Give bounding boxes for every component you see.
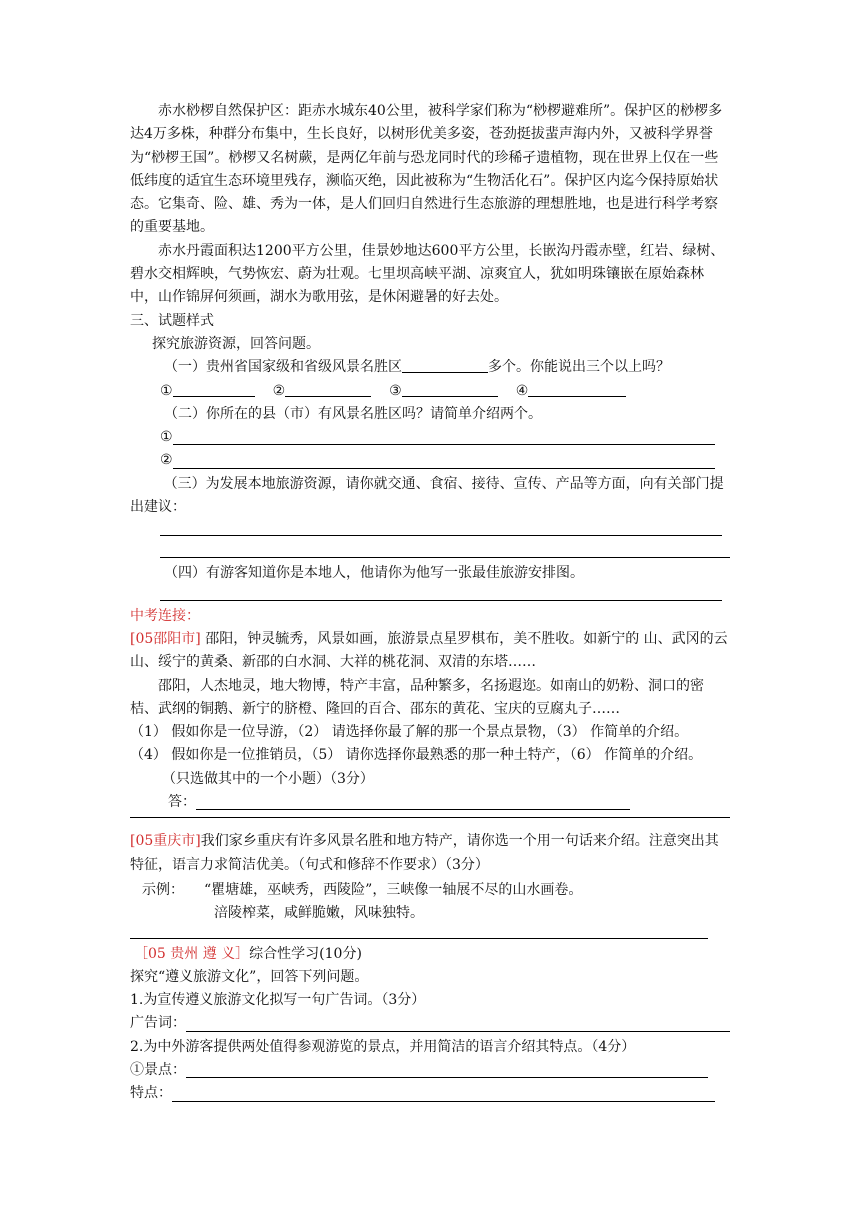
ad-row bbox=[130, 1012, 730, 1035]
zunyi-intro: 探究“遵义旅游文化”，回答下列问题。 bbox=[130, 968, 369, 985]
zhongkao-link-title: 中考连接： bbox=[130, 607, 200, 624]
zunyi-heading bbox=[130, 943, 730, 966]
shaoyang-answer-row bbox=[130, 791, 630, 814]
answer-mark-2: ② bbox=[272, 382, 286, 399]
question-1-blank[interactable] bbox=[402, 357, 488, 373]
question-1-text-b: 多个。你能说出三个以上吗？ bbox=[488, 359, 670, 376]
answer-mark-4: ④ bbox=[515, 382, 529, 399]
worksheet-page bbox=[130, 100, 730, 1106]
zunyi-title: 综合性学习(10分) bbox=[249, 945, 362, 962]
spot-row bbox=[130, 1059, 708, 1082]
shaoyang-para-1-text: 邵阳，钟灵毓秀，风景如画，旅游景点星罗棋布，美不胜收。如新宁的 山、武冈的云山、绥宁的黄桑、新邵的白水洞、大祥的桃花洞、双清的东塔…… bbox=[130, 630, 728, 671]
question-3-answer-line-1[interactable] bbox=[160, 519, 722, 536]
question-1 bbox=[130, 356, 730, 379]
ad-label: 广告词： bbox=[130, 1015, 186, 1032]
section-3-title: 三、试题样式 bbox=[130, 312, 214, 329]
shaoyang-task-line-1: （1） 假如你是一位导游，（2） 请选择你最了解的那一个景点景物，（3） 作简单的介绍。 bbox=[130, 724, 689, 741]
question-2-mark-1: ① bbox=[160, 429, 173, 446]
feature-label: 特点： bbox=[130, 1085, 172, 1102]
question-2-blank-1[interactable] bbox=[173, 444, 715, 445]
ad-answer-blank[interactable] bbox=[186, 1031, 730, 1032]
question-2-blank-2[interactable] bbox=[173, 468, 715, 469]
example-text-1: “瞿塘雄，巫峡秀，西陵险”，三峡像一轴展不尽的山水画卷。 bbox=[204, 881, 583, 898]
answer-blank-2[interactable] bbox=[285, 381, 371, 397]
question-3: （三）为发展本地旅游资源，请你就交通、食宿、接待、宣传、产品等方面，向有关部门提出建议： bbox=[130, 475, 724, 516]
section-3-intro: 探究旅游资源，回答问题。 bbox=[152, 335, 320, 352]
shaoyang-answer-line-2[interactable] bbox=[130, 814, 730, 818]
shaoyang-task-line-2: （4） 假如你是一位推销员，（5） 请你选择你最熟悉的那一种土特产，（6） 作简单的介绍。 bbox=[130, 747, 703, 764]
example-line-1 bbox=[130, 879, 730, 902]
chongqing-question-text: 我们家乡重庆有许多风景名胜和地方特产，请你选一个用一句话来介绍。注意突出其特征，语言力求简洁优美。（句式和修辞不作要求）（3分） bbox=[130, 833, 719, 873]
question-3-answer-line-2[interactable] bbox=[160, 536, 730, 558]
chongqing-answer-line[interactable] bbox=[130, 926, 708, 939]
question-4: （四）有游客知道你是本地人，他请你为他写一张最佳旅游安排图。 bbox=[164, 565, 584, 582]
zunyi-tag: ［05 贵州 遵 义］ bbox=[134, 945, 250, 962]
question-2-line-1 bbox=[130, 426, 715, 449]
feature-row bbox=[130, 1082, 715, 1105]
question-1-text-a: （一）贵州省国家级和省级风景名胜区 bbox=[164, 359, 402, 376]
para-chishui-suoluo: 赤水桫椤自然保护区：距赤水城东40公里，被科学家们称为“桫椤避难所”。保护区的桫椤多达4万多株，种群分布集中，生长良好，以树形优美多姿，苍劲挺拔蜚声海内外，又被科学界誉为“桫椤王国”。桫椤又名树蕨，是两亿年前与恐龙同时代的珍稀孑遗植物，现在世界上仅在一些低纬度的适宜生态环境里残存，濒临灭绝，因此被称为“生物活化石”。保护区内迄今保持原始状态。它集奇、险、雄、秀为一体，是人们回归自然进行生态旅游的理想胜地，也是进行科学考察的重要基地。 bbox=[130, 103, 723, 236]
answer-mark-3: ③ bbox=[389, 382, 402, 399]
shaoyang-tag: [05邵阳市] bbox=[130, 630, 201, 647]
chongqing-question bbox=[130, 830, 730, 877]
feature-answer-blank[interactable] bbox=[172, 1101, 715, 1102]
example-label: 示例： bbox=[142, 881, 184, 898]
example-text-2: 涪陵榨菜，咸鲜脆嫩，风味独特。 bbox=[214, 905, 424, 922]
para-chishui-danxia: 赤水丹霞面积达1200平方公里，佳景妙地达600平方公里，长嵌沟丹霞赤壁，红岩、绿树、碧水交相辉映，气势恢宏、蔚为壮观。七里坝高峡平湖、凉爽宜人，犹如明珠镶嵌在原始森林中，山作锦屏何须画，湖水为歌用弦，是休闲避暑的好去处。 bbox=[130, 242, 725, 306]
shaoyang-note: （只选做其中的一个小题）（3分） bbox=[162, 770, 374, 787]
chongqing-tag: [05重庆市] bbox=[130, 833, 201, 850]
question-2-mark-2: ② bbox=[160, 452, 173, 469]
zunyi-question-1: 1.为宣传遵义旅游文化拟写一句广告词。（3分） bbox=[130, 992, 426, 1009]
shaoyang-answer-blank[interactable] bbox=[196, 809, 630, 810]
shaoyang-para-2: 邵阳，人杰地灵，地大物博，特产丰富，品种繁多，名扬遐迩。如南山的奶粉、洞口的密桔、武纲的铜鹅、新宁的脐橙、隆回的百合、邵东的黄花、宝庆的豆腐丸子…… bbox=[130, 677, 704, 717]
question-2: （二）你所在的县（市）有风景名胜区吗？请简单介绍两个。 bbox=[164, 405, 542, 422]
question-1-answer-row bbox=[130, 380, 730, 403]
answer-label: 答： bbox=[168, 794, 196, 811]
answer-blank-1[interactable] bbox=[173, 381, 255, 397]
question-2-line-2 bbox=[130, 449, 715, 472]
spot-label: ①景点： bbox=[130, 1061, 186, 1078]
answer-mark-1: ① bbox=[160, 382, 173, 399]
answer-blank-4[interactable] bbox=[528, 381, 626, 397]
spot-answer-blank[interactable] bbox=[186, 1077, 708, 1078]
answer-blank-3[interactable] bbox=[402, 381, 498, 397]
question-4-answer-line[interactable] bbox=[160, 586, 722, 601]
zunyi-question-2: 2.为中外游客提供两处值得参观游览的景点，并用简洁的语言介绍其特点。（4分） bbox=[130, 1038, 636, 1055]
shaoyang-para-1 bbox=[130, 628, 730, 675]
